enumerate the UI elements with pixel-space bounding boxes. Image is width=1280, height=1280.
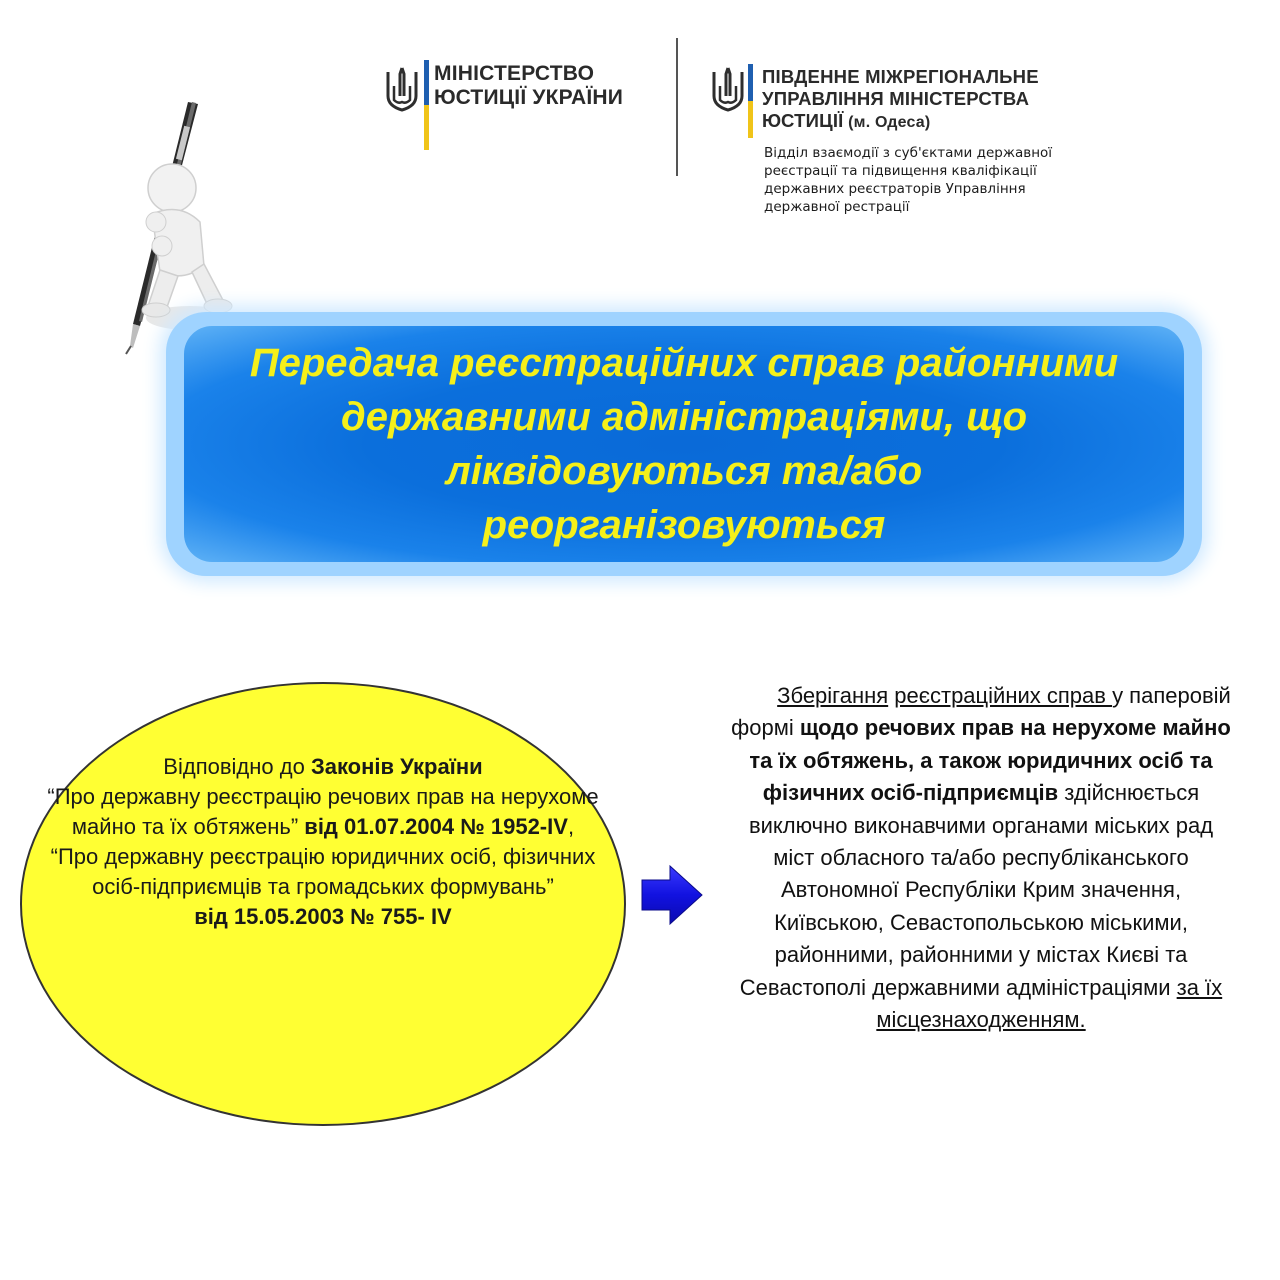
- registration-cases: реєстраційних справ: [894, 683, 1113, 708]
- authorities-list: здійснюється виключно виконавчими органами міських рад міст обласного та/або республіканського Автономної Республіки Крим значення, Київською, Севастопольською міськими, районними, районними у містах Києві та Севастополі державними адміністраціями: [739, 780, 1214, 1000]
- paper-form: у паперовій формі: [731, 683, 1231, 741]
- rights-scope: щодо речових прав на нерухоме майно та їх обтяжень, а також юридичних осіб та фізичних осіб-підприємців: [749, 715, 1231, 806]
- law-2: [40, 842, 606, 902]
- trident-icon: [710, 66, 746, 114]
- storage-word: Зберігання: [777, 683, 889, 708]
- law-1-title: “Про державну реєстрацію речових прав на нерухоме майно та їх обтяжень”: [47, 784, 599, 839]
- storage-description: [726, 680, 1236, 1036]
- laws-intro-bold: Законів України: [310, 754, 483, 779]
- law-2-date: [40, 902, 606, 932]
- ministry-name-line1: МІНІСТЕРСТВО: [434, 62, 595, 85]
- regional-name-line3: [762, 110, 930, 132]
- location-clause: за їх місцезнаходженням.: [876, 974, 1223, 1033]
- laws-text: [40, 752, 606, 932]
- flag-bar: [424, 60, 429, 150]
- regional-name-line2: УПРАВЛІННЯ МІНІСТЕРСТВА: [762, 88, 1030, 109]
- regional-name-city: (м. Одеса): [843, 114, 931, 131]
- regional-name-main: ЮСТИЦІЇ: [762, 110, 844, 131]
- law-1-date: від 01.07.2004 № 1952-IV: [298, 814, 568, 839]
- ministry-name-line2: ЮСТИЦІЇ УКРАЇНИ: [434, 86, 624, 109]
- laws-intro-prefix: Відповідно до: [163, 754, 311, 779]
- law-1-comma: ,: [567, 814, 575, 839]
- regional-name-line1: ПІВДЕННЕ МІЖРЕГІОНАЛЬНЕ: [762, 66, 1039, 87]
- header-divider: [676, 38, 678, 176]
- title-banner: [184, 326, 1184, 562]
- law-1: [40, 782, 606, 842]
- flag-bar: [748, 64, 753, 138]
- trident-icon: [384, 66, 420, 114]
- laws-intro: [40, 752, 606, 782]
- law-2-date-bold: від 15.05.2003 № 755- IV: [194, 904, 452, 929]
- law-2-title: “Про державну реєстрацію юридичних осіб, фізичних осіб-підприємців та громадських формувань”: [50, 844, 596, 899]
- department-name: Відділ взаємодії з суб'єктами державної реєстрації та підвищення кваліфікації державних реєстраторів Управління державної рестрації: [764, 145, 1053, 215]
- right-arrow-icon: [640, 864, 704, 926]
- page-title: Передача реєстраційних справ районними державними адміністраціями, що ліквідовуються та/або реорганізовуються: [249, 341, 1119, 547]
